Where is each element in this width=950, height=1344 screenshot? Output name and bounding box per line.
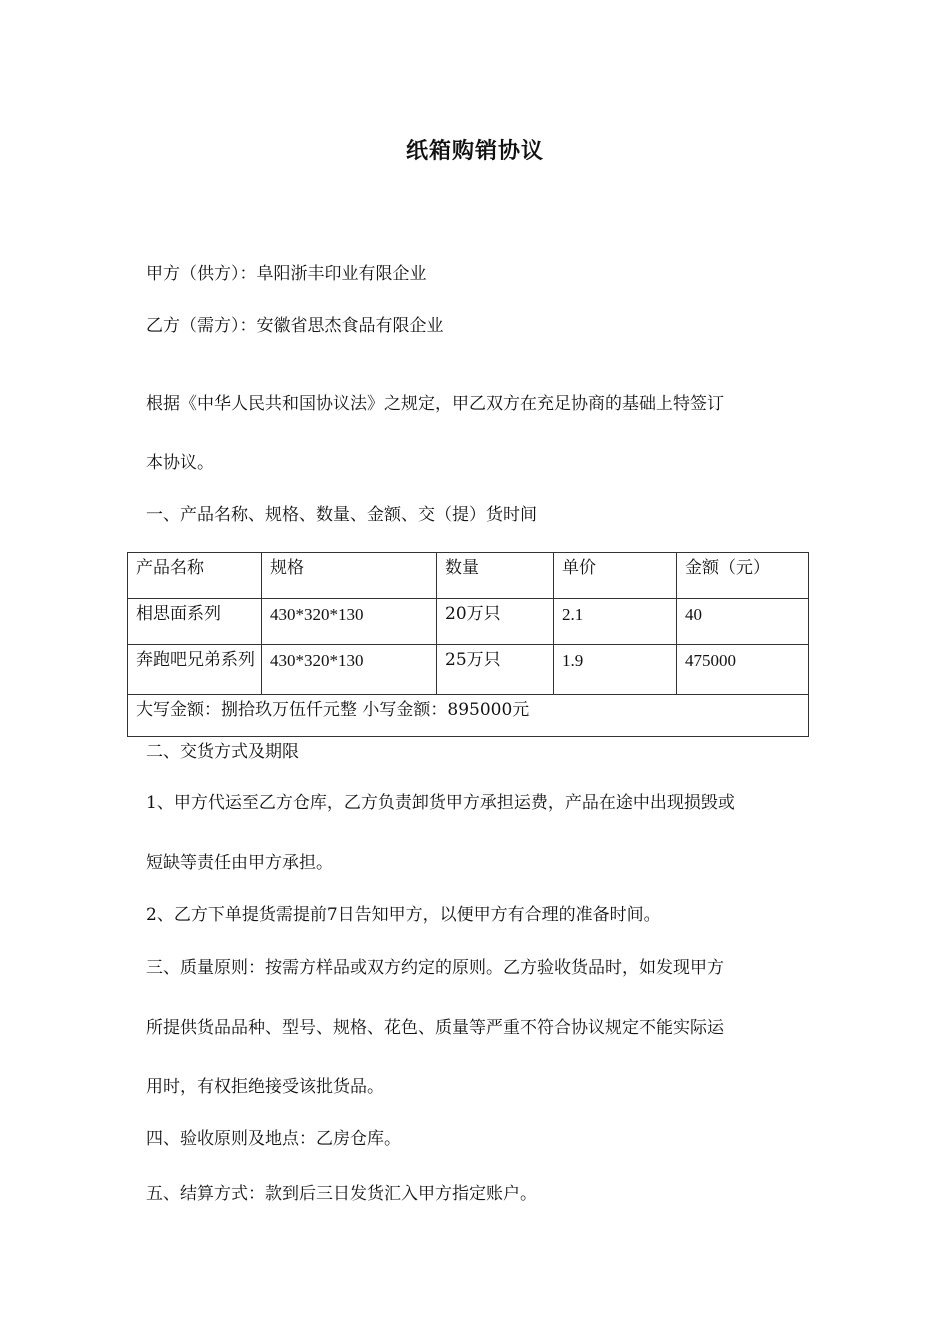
- intro-line-2: 本协议。: [146, 453, 214, 473]
- section-3-line-3: 用时，有权拒绝接受该批货品。: [146, 1077, 384, 1097]
- table-cell: 25万只: [437, 645, 554, 695]
- section-2-item-1-line-1: 1、甲方代运至乙方仓库，乙方负责卸货甲方承担运费，产品在途中出现损毁或: [146, 793, 735, 813]
- document-title: 纸箱购销协议: [405, 139, 544, 164]
- header-cell: 数量: [437, 553, 554, 599]
- goods-table: [127, 552, 809, 737]
- section-2-heading: 二、交货方式及期限: [146, 742, 299, 762]
- section-4: 四、验收原则及地点：乙房仓库。: [146, 1129, 401, 1149]
- table-cell: 20万只: [437, 599, 554, 645]
- party-a: 甲方（供方）：阜阳浙丰印业有限企业: [146, 264, 427, 284]
- table-cell: 475000: [677, 645, 809, 695]
- table-cell: 1.9: [554, 645, 677, 695]
- section-2-item-2: 2、乙方下单提货需提前7日告知甲方，以便甲方有合理的准备时间。: [146, 905, 661, 925]
- section-3-line-2: 所提供货品品种、型号、规格、花色、质量等严重不符合协议规定不能实际运: [146, 1018, 724, 1038]
- table-cell: 相思面系列: [128, 599, 262, 645]
- table-cell: 40: [677, 599, 809, 645]
- header-cell: 规格: [262, 553, 437, 599]
- table-header-row: [128, 553, 809, 599]
- section-2-item-1-line-2: 短缺等责任由甲方承担。: [146, 853, 333, 873]
- header-cell: 产品名称: [128, 553, 262, 599]
- table-cell: 430*320*130: [262, 599, 437, 645]
- section-1-heading: 一、产品名称、规格、数量、金额、交（提）货时间: [146, 505, 537, 525]
- table-cell: 430*320*130: [262, 645, 437, 695]
- section-3-line-1: 三、质量原则：按需方样品或双方约定的原则。乙方验收货品时，如发现甲方: [146, 958, 724, 978]
- total-amount: 大写金额：捌拾玖万伍仟元整 小写金额：895000元: [128, 695, 809, 737]
- party-b: 乙方（需方）：安徽省思杰食品有限企业: [146, 316, 444, 336]
- header-cell: 金额（元）: [677, 553, 809, 599]
- section-5: 五、结算方式：款到后三日发货汇入甲方指定账户。: [146, 1184, 537, 1204]
- table-cell: 2.1: [554, 599, 677, 645]
- table-row: [128, 645, 809, 695]
- table-row: [128, 599, 809, 645]
- table-cell: 奔跑吧兄弟系列: [128, 645, 262, 695]
- intro-line-1: 根据《中华人民共和国协议法》之规定，甲乙双方在充足协商的基础上特签订: [146, 394, 724, 414]
- header-cell: 单价: [554, 553, 677, 599]
- table-total-row: [128, 695, 809, 737]
